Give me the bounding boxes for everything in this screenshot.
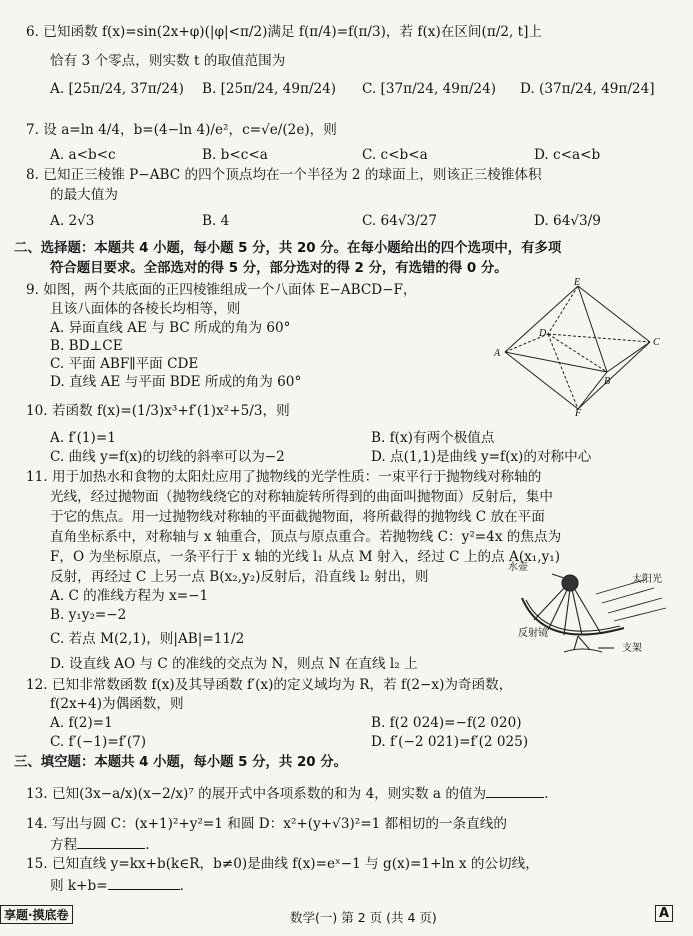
fig-label-d: D <box>539 328 547 339</box>
q9-line2: 且该八面体的各棱长均相等，则 <box>50 301 241 317</box>
q7-option-c: C. c<b<a <box>362 147 428 163</box>
q10-stem: 10. 若函数 f(x)=(1/3)x³+f′(1)x²+5/3，则 <box>26 403 290 419</box>
q11-line2: 光线，经过抛物面（抛物线绕它的对称轴旋转所得到的曲面叫抛物面）反射后，集中 <box>50 489 553 505</box>
q11-option-b: B. y₁y₂=−2 <box>50 607 127 623</box>
fig-label-f: F <box>575 408 582 416</box>
q7-option-d: D. c<a<b <box>534 147 601 163</box>
q12-option-c: C. f′(−1)=f′(7) <box>50 734 147 750</box>
solar-cooker-figure <box>504 558 679 658</box>
q11-line5: F，O 为坐标原点，一条平行于 x 轴的光线 l₁ 从点 M 射入，经过 C 上的点 A(x₁,y₁) <box>50 549 560 565</box>
q8-line2: 的最大值为 <box>50 187 118 203</box>
q7-option-a: A. a<b<c <box>50 147 116 163</box>
q14-answer-blank[interactable] <box>77 834 145 849</box>
q9-option-b: B. BD⊥CE <box>50 338 123 354</box>
q14-line2 <box>50 834 150 854</box>
q11-line4: 直角坐标系中，对称轴与 x 轴重合，顶点与原点重合。若抛物线 C：y²=4x 的焦点为 <box>50 529 562 545</box>
q13-end: . <box>544 786 549 802</box>
q12-option-a: A. f(2)=1 <box>50 715 113 731</box>
q14-end: . <box>145 837 150 853</box>
q15-prefix: 则 k+b= <box>50 878 108 894</box>
fig-label-c: C <box>653 337 660 348</box>
q12-option-d: D. f′(−2 021)=f′(2 025) <box>371 734 529 750</box>
q8-line1: 8. 已知正三棱锥 P−ABC 的四个顶点均在一个半径为 2 的球面上，则该正三棱锥体积 <box>26 167 542 183</box>
q10-option-a: A. f′(1)=1 <box>50 430 116 446</box>
q10-option-c: C. 曲线 y=f(x)的切线的斜率可以为−2 <box>50 449 285 465</box>
q11-line3: 于它的焦点。用一过抛物线对称轴的平面截抛物面，将所截得的抛物线 C 放在平面 <box>50 509 545 525</box>
section2-heading: 二、选择题：本题共 4 小题，每小题 5 分，共 20 分。在每小题给出的四个选项中，有多项 <box>14 241 562 256</box>
q13-line <box>26 783 548 803</box>
footer-page-number: 数学(一) 第 2 页 (共 4 页) <box>290 910 437 925</box>
q11-line6: 反射，再经过 C 上另一点 B(x₂,y₂)反射后，沿直线 l₂ 射出，则 <box>50 569 429 585</box>
q11-option-c: C. 若点 M(2,1)，则|AB|=11/2 <box>50 631 245 647</box>
section3-heading: 三、填空题：本题共 4 小题，每小题 5 分，共 20 分。 <box>14 755 348 770</box>
q12-line2: f(2x+4)为偶函数，则 <box>50 696 184 712</box>
section2-instructions: 符合题目要求。全部选对的得 5 分，部分选对的得 2 分，有选错的得 0 分。 <box>50 261 508 276</box>
q8-option-a: A. 2√3 <box>50 213 95 229</box>
q13-stem: 13. 已知(3x−a/x)(x−2/x)⁷ 的展开式中各项系数的和为 4，则实数 a 的值为 <box>26 786 487 802</box>
q7-option-b: B. b<c<a <box>202 147 268 163</box>
fig-label-kettle: 水壶 <box>508 562 528 573</box>
q10-option-b: B. f(x)有两个极值点 <box>371 430 495 446</box>
q9-option-a: A. 异面直线 AE 与 BC 所成的角为 60° <box>50 320 291 336</box>
q15-line2 <box>50 875 184 895</box>
q15-end: . <box>179 878 184 894</box>
q6-option-d: D. (37π/24, 49π/24] <box>520 81 655 97</box>
q6-line1: 6. 已知函数 f(x)=sin(2x+φ)(|φ|<π/2)满足 f(π/4)=f(π/3)，若 f(x)在区间(π/2, t]上 <box>26 24 542 40</box>
fig-label-sunlight: 太阳光 <box>632 574 662 585</box>
fig-label-e: E <box>574 278 581 288</box>
q9-option-c: C. 平面 ABF∥平面 CDE <box>50 356 199 372</box>
q11-option-d: D. 设直线 AO 与 C 的准线的交点为 N，则点 N 在直线 l₂ 上 <box>50 656 418 672</box>
fig-label-stand: 支架 <box>622 643 642 654</box>
q8-option-c: C. 64√3/27 <box>362 213 438 229</box>
q6-line2: 恰有 3 个零点，则实数 t 的取值范围为 <box>50 53 286 69</box>
footer-version-badge: A <box>655 905 673 922</box>
q12-option-b: B. f(2 024)=−f(2 020) <box>371 715 522 731</box>
q7-stem: 7. 设 a=ln 4/4，b=(4−ln 4)/e²，c=√e/(2e)，则 <box>26 122 337 138</box>
octahedron-figure <box>490 278 665 416</box>
q15-line1: 15. 已知直线 y=kx+b(k∈R，b≠0)是曲线 f(x)=eˣ−1 与 g(x)=1+ln x 的公切线， <box>26 856 539 872</box>
fig-label-a: A <box>494 348 501 359</box>
q13-answer-blank[interactable] <box>486 783 544 798</box>
fig-label-b: B <box>604 376 611 387</box>
footer-brand-stamp: 享题·摸底卷 <box>0 905 73 924</box>
q8-option-b: B. 4 <box>202 213 230 229</box>
q10-option-d: D. 点(1,1)是曲线 y=f(x)的对称中心 <box>371 449 592 465</box>
q14-prefix: 方程 <box>50 837 78 853</box>
q8-option-d: D. 64√3/9 <box>534 213 601 229</box>
q14-line1: 14. 写出与圆 C：(x+1)²+y²=1 和圆 D：x²+(y+√3)²=1 都相切的一条直线的 <box>26 816 507 832</box>
q12-line1: 12. 已知非常数函数 f(x)及其导函数 f′(x)的定义域均为 R，若 f(2−x)为奇函数， <box>26 677 513 693</box>
q6-option-c: C. [37π/24, 49π/24) <box>362 81 497 97</box>
q6-option-b: B. [25π/24, 49π/24) <box>202 81 337 97</box>
fig-label-mirror: 反射镜 <box>518 628 548 639</box>
q9-option-d: D. 直线 AE 与平面 BDE 所成的角为 60° <box>50 374 302 390</box>
q11-line1: 11. 用于加热水和食物的太阳灶应用了抛物线的光学性质：一束平行于抛物线对称轴的 <box>26 469 542 485</box>
q15-answer-blank[interactable] <box>108 875 180 890</box>
q6-option-a: A. [25π/24, 37π/24) <box>50 81 184 97</box>
q11-option-a: A. C 的准线方程为 x=−1 <box>50 588 209 604</box>
q9-line1: 9. 如图，两个共底面的正四棱锥组成一个八面体 E−ABCD−F， <box>26 282 417 298</box>
